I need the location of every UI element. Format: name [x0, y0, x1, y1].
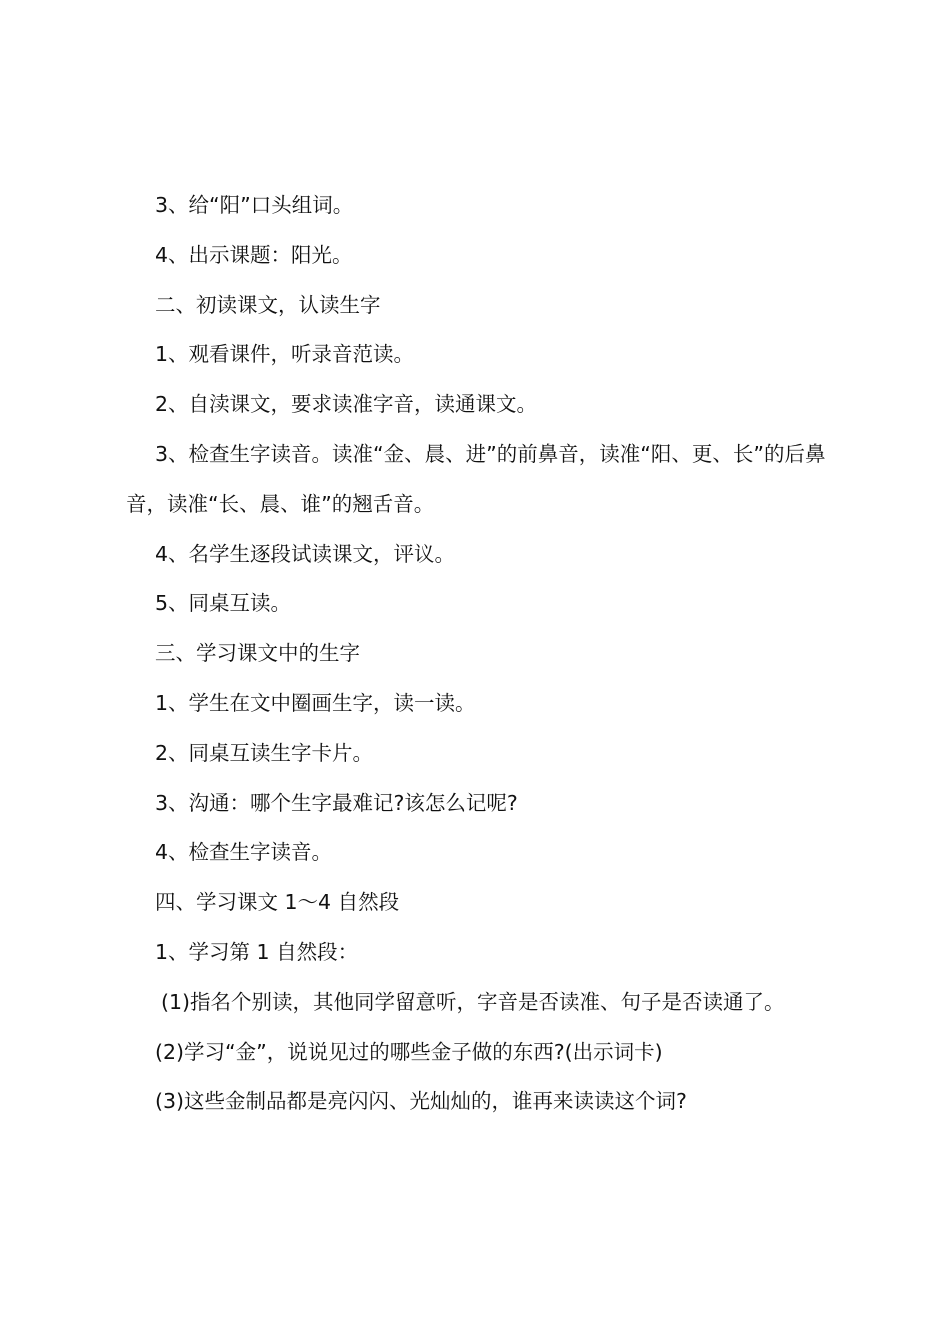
paragraph-16: (1)指名个别读，其他同学留意听，字音是否读准、句子是否读通了。 [161, 989, 785, 1014]
paragraph-5: 2、自渎课文，要求读准字音，读通课文。 [155, 392, 538, 417]
paragraph-8: 5、同桌互读。 [155, 591, 292, 616]
paragraph-13: 4、检查生字读音。 [155, 840, 333, 865]
paragraph-7: 4、名学生逐段试读课文，评议。 [155, 541, 456, 566]
paragraph-6: 3、检查生字读音。读准“金、晨、进”的前鼻音，读准“阳、更、长”的后鼻音，读准“长、晨、谁”的翘舌音。 [126, 441, 826, 516]
paragraph-1: 3、给“阳”口头组词。 [155, 193, 354, 217]
section-heading-4: 四、学习课文 1～4 自然段 [155, 890, 400, 915]
document-body [126, 181, 832, 1127]
paragraph-15: 1、学习第 1 自然段： [155, 939, 359, 964]
paragraph-17: (2)学习“金”，说说见过的哪些金子做的东西?(出示词卡) [155, 1039, 663, 1064]
paragraph-12: 3、沟通：哪个生字最难记?该怎么记呢? [155, 790, 518, 815]
section-heading-3: 三、学习课文中的生字 [155, 641, 360, 666]
paragraph-2: 4、出示课题：阳光。 [155, 242, 353, 267]
paragraph-4: 1、观看课件，听录音范读。 [155, 342, 415, 367]
paragraph-18: (3)这些金制品都是亮闪闪、光灿灿的，谁再来读读这个词? [155, 1089, 687, 1114]
section-heading-2: 二、初读课文，认读生字 [155, 292, 381, 317]
paragraph-10: 1、学生在文中圈画生字，读一读。 [155, 690, 476, 715]
paragraph-11: 2、同桌互读生字卡片。 [155, 740, 374, 765]
